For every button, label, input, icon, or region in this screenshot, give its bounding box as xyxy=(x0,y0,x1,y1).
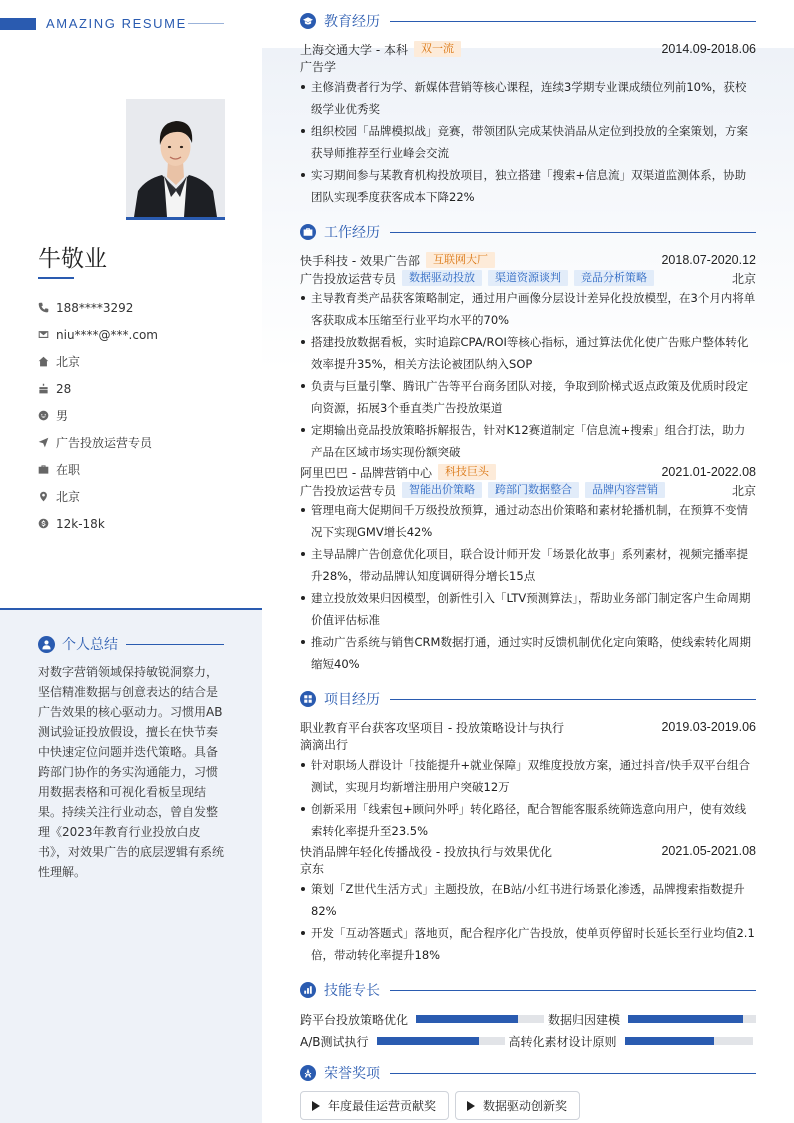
job-role-row xyxy=(300,481,756,499)
location-icon xyxy=(38,491,56,502)
skill-tag: 数据驱动投放 xyxy=(402,270,482,286)
status-text: 在职 xyxy=(56,463,81,477)
send-icon xyxy=(38,437,56,448)
award-label: 数据驱动创新奖 xyxy=(483,1099,568,1113)
skill-tag: 竞品分析策略 xyxy=(574,270,654,286)
job-header xyxy=(300,463,756,481)
company-name: 阿里巴巴 - 品牌营销中心 xyxy=(300,465,432,480)
skill-tag: 品牌内容营销 xyxy=(585,482,665,498)
list-item: 开发「互动答题式」落地页，配合程序化广告投放，使单页停留时长延长至行业均值2.1倍，带动转化率提升18% xyxy=(300,922,756,966)
brand-bar xyxy=(0,18,36,30)
work-title-line xyxy=(390,232,756,233)
list-item: 负责与巨量引擎、腾讯广告等平台商务团队对接，争取到阶梯式返点政策及优质时段定向资源，拓展3个垂直类广告投放渠道 xyxy=(300,375,756,419)
school-tag: 双一流 xyxy=(414,41,461,57)
skill-name: 高转化素材设计原则 xyxy=(508,1034,617,1049)
job-bullets xyxy=(300,287,756,463)
email-text: niu****@***.com xyxy=(56,327,158,342)
info-phone xyxy=(38,294,238,321)
work-heading xyxy=(300,222,756,242)
project-header xyxy=(300,842,756,860)
dollar-icon xyxy=(38,518,56,529)
summary-title: 个人总结 xyxy=(62,637,118,653)
project-org: 滴滴出行 xyxy=(300,738,349,752)
play-icon xyxy=(467,1101,475,1111)
brand-text: AMAZING RESUME xyxy=(46,16,187,31)
list-item: 定期输出竞品投放策略拆解报告，针对K12赛道制定「信息流+搜索」组合打法，助力产品在区域市场实现份额突破 xyxy=(300,419,756,463)
awards-heading xyxy=(300,1063,756,1083)
skill-name: A/B测试执行 xyxy=(300,1034,369,1049)
list-item: 建立投放效果归因模型，创新性引入「LTV预测算法」，帮助业务部门制定客户生命周期价值评估标准 xyxy=(300,587,756,631)
graduation-cap-icon xyxy=(300,13,316,29)
education-date: 2014.09-2018.06 xyxy=(661,42,756,56)
grid-icon xyxy=(300,691,316,707)
job-block-2 xyxy=(300,463,756,675)
project-header xyxy=(300,718,756,736)
gender-text: 男 xyxy=(56,409,69,423)
job-date: 2018.07-2020.12 xyxy=(661,253,756,267)
skills-title-line xyxy=(390,990,756,991)
cake-icon xyxy=(38,383,56,394)
summary-text: 对数字营销领域保持敏锐洞察力，坚信精准数据与创意表达的结合是广告效果的核心驱动力。习惯用AB测试验证投放假设，擅长在快节奏中快速定位问题并迭代策略。具备跨部门协作的务实沟通能力，习惯用数据表格和可视化看板呈现结果。持续关注行业动态，曾自发整理《2023年教育行业投放白皮书》，对效果广告的底层逻辑有系统性理解。 xyxy=(38,665,225,879)
portrait-illustration xyxy=(126,99,225,217)
education-block xyxy=(300,40,756,208)
skill-name: 数据归因建模 xyxy=(548,1012,621,1027)
education-heading xyxy=(300,11,756,31)
school-name: 上海交通大学 - 本科 xyxy=(300,42,408,57)
project-name: 职业教育平台获客攻坚项目 - 投放策略设计与执行 xyxy=(300,720,564,735)
education-title-line xyxy=(390,21,756,22)
skills-row xyxy=(300,1032,756,1050)
mail-icon xyxy=(38,329,56,340)
skill-tag: 智能出价策略 xyxy=(402,482,482,498)
education-bullets xyxy=(300,76,756,208)
job-city: 北京 xyxy=(731,271,756,286)
job-role: 广告投放运营专员 xyxy=(300,483,397,498)
age-text: 28 xyxy=(56,381,72,396)
skills-row xyxy=(300,1010,756,1028)
job-city: 北京 xyxy=(731,483,756,498)
list-item: 组织校园「品牌模拟战」竞赛，带领团队完成某快消品从定位到投放的全案策划，方案获导师推荐至行业峰会交流 xyxy=(300,120,756,164)
name-underline xyxy=(38,277,74,279)
skills-list xyxy=(300,1010,756,1054)
contact-info xyxy=(38,294,238,537)
job-header xyxy=(300,251,756,269)
list-item: 管理电商大促期间千万级投放预算，通过动态出价策略和素材轮播机制，在预算不变情况下实现GMV增长42% xyxy=(300,499,756,543)
company-tag: 互联网大厂 xyxy=(426,252,495,268)
skill-tag: 渠道资源谈判 xyxy=(488,270,568,286)
education-major: 广告学 xyxy=(300,60,337,74)
project-date: 2021.05-2021.08 xyxy=(661,844,756,858)
award-chip xyxy=(455,1091,580,1120)
user-icon xyxy=(38,636,55,653)
play-icon xyxy=(312,1101,320,1111)
position-text: 广告投放运营专员 xyxy=(56,436,153,450)
list-item: 搭建投放数据看板，实时追踪CPA/ROI等核心指标，通过算法优化使广告账户整体转化效率提升35%，相关方法论被团队纳入SOP xyxy=(300,331,756,375)
project-date: 2019.03-2019.06 xyxy=(661,720,756,734)
skill-fill xyxy=(377,1037,479,1045)
list-item: 推动广告系统与销售CRM数据打通，通过实时反馈机制优化定向策略，使线索转化周期缩短40% xyxy=(300,631,756,675)
skill-bar xyxy=(625,1037,753,1045)
awards-title: 荣誉奖项 xyxy=(324,1066,380,1082)
skill-name: 跨平台投放策略优化 xyxy=(300,1012,409,1027)
left-column xyxy=(0,0,262,1123)
company-tag: 科技巨头 xyxy=(438,464,496,480)
info-status xyxy=(38,456,238,483)
skill-tag: 跨部门数据整合 xyxy=(488,482,579,498)
job-role-row xyxy=(300,269,756,287)
info-location xyxy=(38,483,238,510)
list-item: 主导教育类产品获客策略制定，通过用户画像分层设计差异化投放模型，在3个月内将单客获取成本压缩至行业平均水平的70% xyxy=(300,287,756,331)
awards-title-line xyxy=(390,1073,756,1074)
phone-icon xyxy=(38,302,56,313)
brand-line xyxy=(188,23,224,24)
face-icon xyxy=(38,410,56,421)
info-position xyxy=(38,429,238,456)
skills-heading xyxy=(300,980,756,1000)
hometown-text: 北京 xyxy=(56,355,81,369)
skill-bar xyxy=(628,1015,756,1023)
award-label: 年度最佳运营贡献奖 xyxy=(328,1099,437,1113)
work-title: 工作经历 xyxy=(324,225,380,241)
home-icon xyxy=(38,356,56,367)
award-chip xyxy=(300,1091,449,1120)
location-text: 北京 xyxy=(56,490,81,504)
info-email xyxy=(38,321,238,348)
skill-fill xyxy=(628,1015,743,1023)
info-hometown xyxy=(38,348,238,375)
project-bullets xyxy=(300,878,756,966)
list-item: 策划「Z世代生活方式」主题投放，在B站/小红书进行场景化渗透，品牌搜索指数提升82% xyxy=(300,878,756,922)
briefcase-icon xyxy=(300,224,316,240)
education-row xyxy=(300,40,756,58)
education-title: 教育经历 xyxy=(324,14,380,30)
awards-list xyxy=(300,1091,586,1120)
award-icon xyxy=(300,1065,316,1081)
skills-title: 技能专长 xyxy=(324,983,380,999)
job-bullets xyxy=(300,499,756,675)
list-item: 主导品牌广告创意优化项目，联合设计师开发「场景化故事」系列素材，视频完播率提升28%，带动品牌认知度调研得分增长15点 xyxy=(300,543,756,587)
salary-text: 12k-18k xyxy=(56,516,105,531)
job-block-1 xyxy=(300,251,756,463)
list-item: 主修消费者行为学、新媒体营销等核心课程，连续3学期专业课成绩位列前10%，获校级学业优秀奖 xyxy=(300,76,756,120)
summary-heading xyxy=(38,634,224,654)
list-item: 创新采用「线索包+顾问外呼」转化路径，配合智能客服系统筛选意向用户，使有效线索转化率提升至23.5% xyxy=(300,798,756,842)
project-name: 快消品牌年轻化传播战役 - 投放执行与效果优化 xyxy=(300,844,552,859)
projects-heading xyxy=(300,689,756,709)
info-gender xyxy=(38,402,238,429)
list-item: 针对职场人群设计「技能提升+就业保障」双维度投放方案，通过抖音/快手双平台组合测试，实现月均新增注册用户突破12万 xyxy=(300,754,756,798)
skill-bar xyxy=(377,1037,505,1045)
profile-photo xyxy=(126,99,225,220)
list-item: 实习期间参与某教育机构投放项目，独立搭建「搜索+信息流」双渠道监测体系，协助团队实现季度获客成本下降22% xyxy=(300,164,756,208)
info-salary xyxy=(38,510,238,537)
project-org: 京东 xyxy=(300,862,325,876)
projects-title: 项目经历 xyxy=(324,692,380,708)
project-bullets xyxy=(300,754,756,842)
project-block-2 xyxy=(300,842,756,966)
projects-title-line xyxy=(390,699,756,700)
candidate-name: 牛敬业 xyxy=(38,246,107,272)
phone-text: 188****3292 xyxy=(56,300,134,315)
skill-fill xyxy=(625,1037,715,1045)
summary-title-line xyxy=(126,644,224,645)
company-name: 快手科技 - 效果广告部 xyxy=(300,253,420,268)
project-block-1 xyxy=(300,718,756,842)
skill-fill xyxy=(416,1015,518,1023)
skill-bar xyxy=(416,1015,544,1023)
job-role: 广告投放运营专员 xyxy=(300,271,397,286)
bar-chart-icon xyxy=(300,982,316,998)
info-age xyxy=(38,375,238,402)
briefcase-icon xyxy=(38,464,56,475)
brand-header xyxy=(0,17,262,31)
job-date: 2021.01-2022.08 xyxy=(661,465,756,479)
